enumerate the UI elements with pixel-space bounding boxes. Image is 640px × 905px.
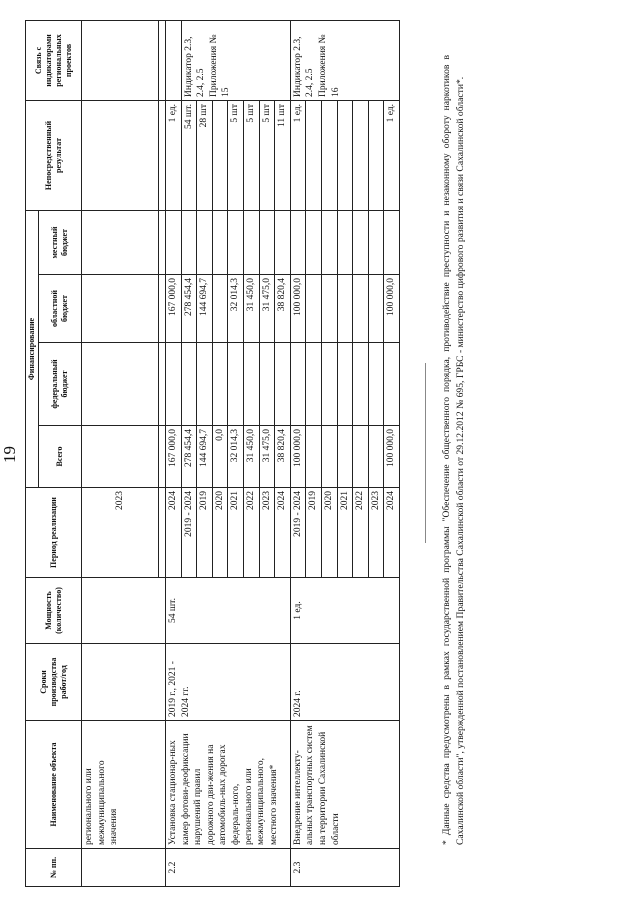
table-row: [166, 20, 182, 886]
regional-cell: [82, 275, 159, 343]
regional-cell: 100 000,0: [290, 275, 306, 343]
regional-cell: 31 475,0: [259, 275, 275, 343]
federal-cell: [181, 343, 197, 426]
item-number: 2.2: [166, 849, 291, 887]
period-cell: 2021: [337, 488, 353, 578]
regional-cell: [306, 275, 322, 343]
total-cell: [159, 426, 166, 488]
period-cell: 2020: [212, 488, 228, 578]
total-cell: 100 000,0: [384, 426, 400, 488]
header-capacity: Мощность (количество): [26, 578, 82, 644]
period-cell: 2019 - 2024: [181, 488, 197, 578]
period-cell: 2024: [275, 488, 291, 578]
result-cell: 28 шт: [197, 100, 213, 210]
header-regional: областной бюджет: [39, 275, 82, 343]
federal-cell: [166, 343, 182, 426]
federal-cell: [337, 343, 353, 426]
result-cell: 1 ед.: [384, 100, 400, 210]
result-cell: 1 ед.: [290, 100, 306, 210]
period-cell: 2023: [368, 488, 384, 578]
terms-cell: [82, 644, 166, 721]
result-cell: 11 шт: [275, 100, 291, 210]
total-cell: 278 454,4: [181, 426, 197, 488]
header-period: Период реализации: [26, 488, 82, 578]
federal-cell: [353, 343, 369, 426]
result-cell: [306, 100, 322, 210]
header-federal: федеральный бюджет: [39, 343, 82, 426]
link-cell: [166, 20, 182, 100]
period-cell: 2023: [259, 488, 275, 578]
capacity-cell: [82, 578, 166, 644]
header-name: Наименование объекта: [26, 721, 82, 849]
total-cell: 31 450,0: [243, 426, 259, 488]
total-cell: 144 694,7: [197, 426, 213, 488]
local-cell: [82, 210, 159, 274]
item-terms: 2024 г.: [290, 644, 399, 721]
local-cell: [159, 210, 166, 274]
regional-cell: [159, 275, 166, 343]
regional-cell: 278 454,4: [181, 275, 197, 343]
local-cell: [290, 210, 306, 274]
item-capacity: 1 ед.: [290, 578, 399, 644]
federal-cell: [368, 343, 384, 426]
federal-cell: [259, 343, 275, 426]
federal-cell: [82, 343, 159, 426]
result-cell: [337, 100, 353, 210]
financing-table: [25, 20, 400, 887]
total-cell: 32 014,3: [228, 426, 244, 488]
footnote-separator: [425, 363, 426, 543]
regional-cell: [353, 275, 369, 343]
federal-cell: [275, 343, 291, 426]
local-cell: [275, 210, 291, 274]
table-row: [82, 20, 159, 886]
item-number: 2.3: [290, 849, 399, 887]
local-cell: [306, 210, 322, 274]
period-cell: 2019 - 2024: [290, 488, 306, 578]
header-terms: Сроки производства работ/год: [26, 644, 82, 721]
federal-cell: [321, 343, 337, 426]
regional-cell: 100 000,0: [384, 275, 400, 343]
total-cell: 38 820,4: [275, 426, 291, 488]
header-local: местный бюджет: [39, 210, 82, 274]
total-cell: [368, 426, 384, 488]
total-cell: 31 475,0: [259, 426, 275, 488]
regional-cell: [212, 275, 228, 343]
local-cell: [212, 210, 228, 274]
period-cell: 2024: [384, 488, 400, 578]
page-number: 19: [0, 446, 19, 463]
indicator-link: Индикатор 2.3, 2.4, 2.5 Приложения № 15: [181, 20, 290, 100]
local-cell: [228, 210, 244, 274]
result-cell: [212, 100, 228, 210]
period-cell: 2024: [166, 488, 182, 578]
total-cell: [337, 426, 353, 488]
result-cell: 5 шт: [243, 100, 259, 210]
federal-cell: [197, 343, 213, 426]
local-cell: [353, 210, 369, 274]
name-cell: регионального или межмуниципального значения: [82, 721, 166, 849]
regional-cell: 144 694,7: [197, 275, 213, 343]
num-cell: [82, 849, 166, 887]
period-cell: 2022: [353, 488, 369, 578]
period-cell: 2019: [306, 488, 322, 578]
result-cell: [82, 100, 159, 210]
regional-cell: 31 450,0: [243, 275, 259, 343]
local-cell: [384, 210, 400, 274]
federal-cell: [384, 343, 400, 426]
result-cell: 5 шт: [228, 100, 244, 210]
period-cell: 2022: [243, 488, 259, 578]
total-cell: 0,0: [212, 426, 228, 488]
local-cell: [166, 210, 182, 274]
federal-cell: [243, 343, 259, 426]
total-cell: [82, 426, 159, 488]
period-cell: 2019: [197, 488, 213, 578]
item-name: Установка стационар-ных камер фотови-деофиксации нарушений правил дорожного дви-жения на автомобиль-ных дорогах федераль-ного, регионального или межмуниципального, местного значения*: [166, 721, 291, 849]
local-cell: [337, 210, 353, 274]
result-cell: 54 шт.: [181, 100, 197, 210]
header-num: № пп.: [26, 849, 82, 887]
federal-cell: [306, 343, 322, 426]
result-cell: [368, 100, 384, 210]
table-row: [290, 20, 306, 886]
result-cell: [321, 100, 337, 210]
period-cell: [159, 488, 166, 578]
item-terms: 2019 г., 2021 - 2024 гг.: [166, 644, 291, 721]
local-cell: [321, 210, 337, 274]
total-cell: 100 000,0: [290, 426, 306, 488]
item-capacity: 54 шт.: [166, 578, 291, 644]
regional-cell: 167 000,0: [166, 275, 182, 343]
federal-cell: [212, 343, 228, 426]
result-cell: [159, 100, 166, 210]
total-cell: [306, 426, 322, 488]
regional-cell: [368, 275, 384, 343]
result-cell: [353, 100, 369, 210]
period-cell: 2021: [228, 488, 244, 578]
link-cell: [159, 20, 166, 100]
item-name: Внедрение интеллекту-альных транспортных систем на территории Сахалинской области: [290, 721, 399, 849]
regional-cell: [337, 275, 353, 343]
total-cell: [353, 426, 369, 488]
local-cell: [368, 210, 384, 274]
regional-cell: 38 820,4: [275, 275, 291, 343]
period-cell: 2020: [321, 488, 337, 578]
period-cell: 2023: [82, 488, 159, 578]
footnote: * Данные средства предусмотрены в рамках государственной программы "Обеспечение общественного порядка, противодействие преступности и незаконному обороту наркотиков в Сахалинской области", утвержденной постановлением Правительства Сахалинской области от 29.12.2012 № 695, ГРБС - министерство цифрового развития и связи Сахалинской области*.: [441, 55, 466, 845]
header-link: Связь с индикаторами региональных проектов: [26, 20, 82, 100]
federal-cell: [290, 343, 306, 426]
total-cell: [321, 426, 337, 488]
header-financing: Финансирование: [26, 210, 39, 487]
federal-cell: [159, 343, 166, 426]
federal-cell: [228, 343, 244, 426]
local-cell: [259, 210, 275, 274]
regional-cell: [321, 275, 337, 343]
header-result: Непосредственный результат: [26, 100, 82, 210]
header-total: Всего: [39, 426, 82, 488]
local-cell: [197, 210, 213, 274]
local-cell: [243, 210, 259, 274]
regional-cell: 32 014,3: [228, 275, 244, 343]
result-cell: 5 шт: [259, 100, 275, 210]
total-cell: 167 000,0: [166, 426, 182, 488]
indicator-link: Индикатор 2.3, 2.4, 2.5 Приложения № 16: [290, 20, 399, 100]
link-cell: [82, 20, 159, 100]
local-cell: [181, 210, 197, 274]
result-cell: 1 ед.: [166, 100, 182, 210]
